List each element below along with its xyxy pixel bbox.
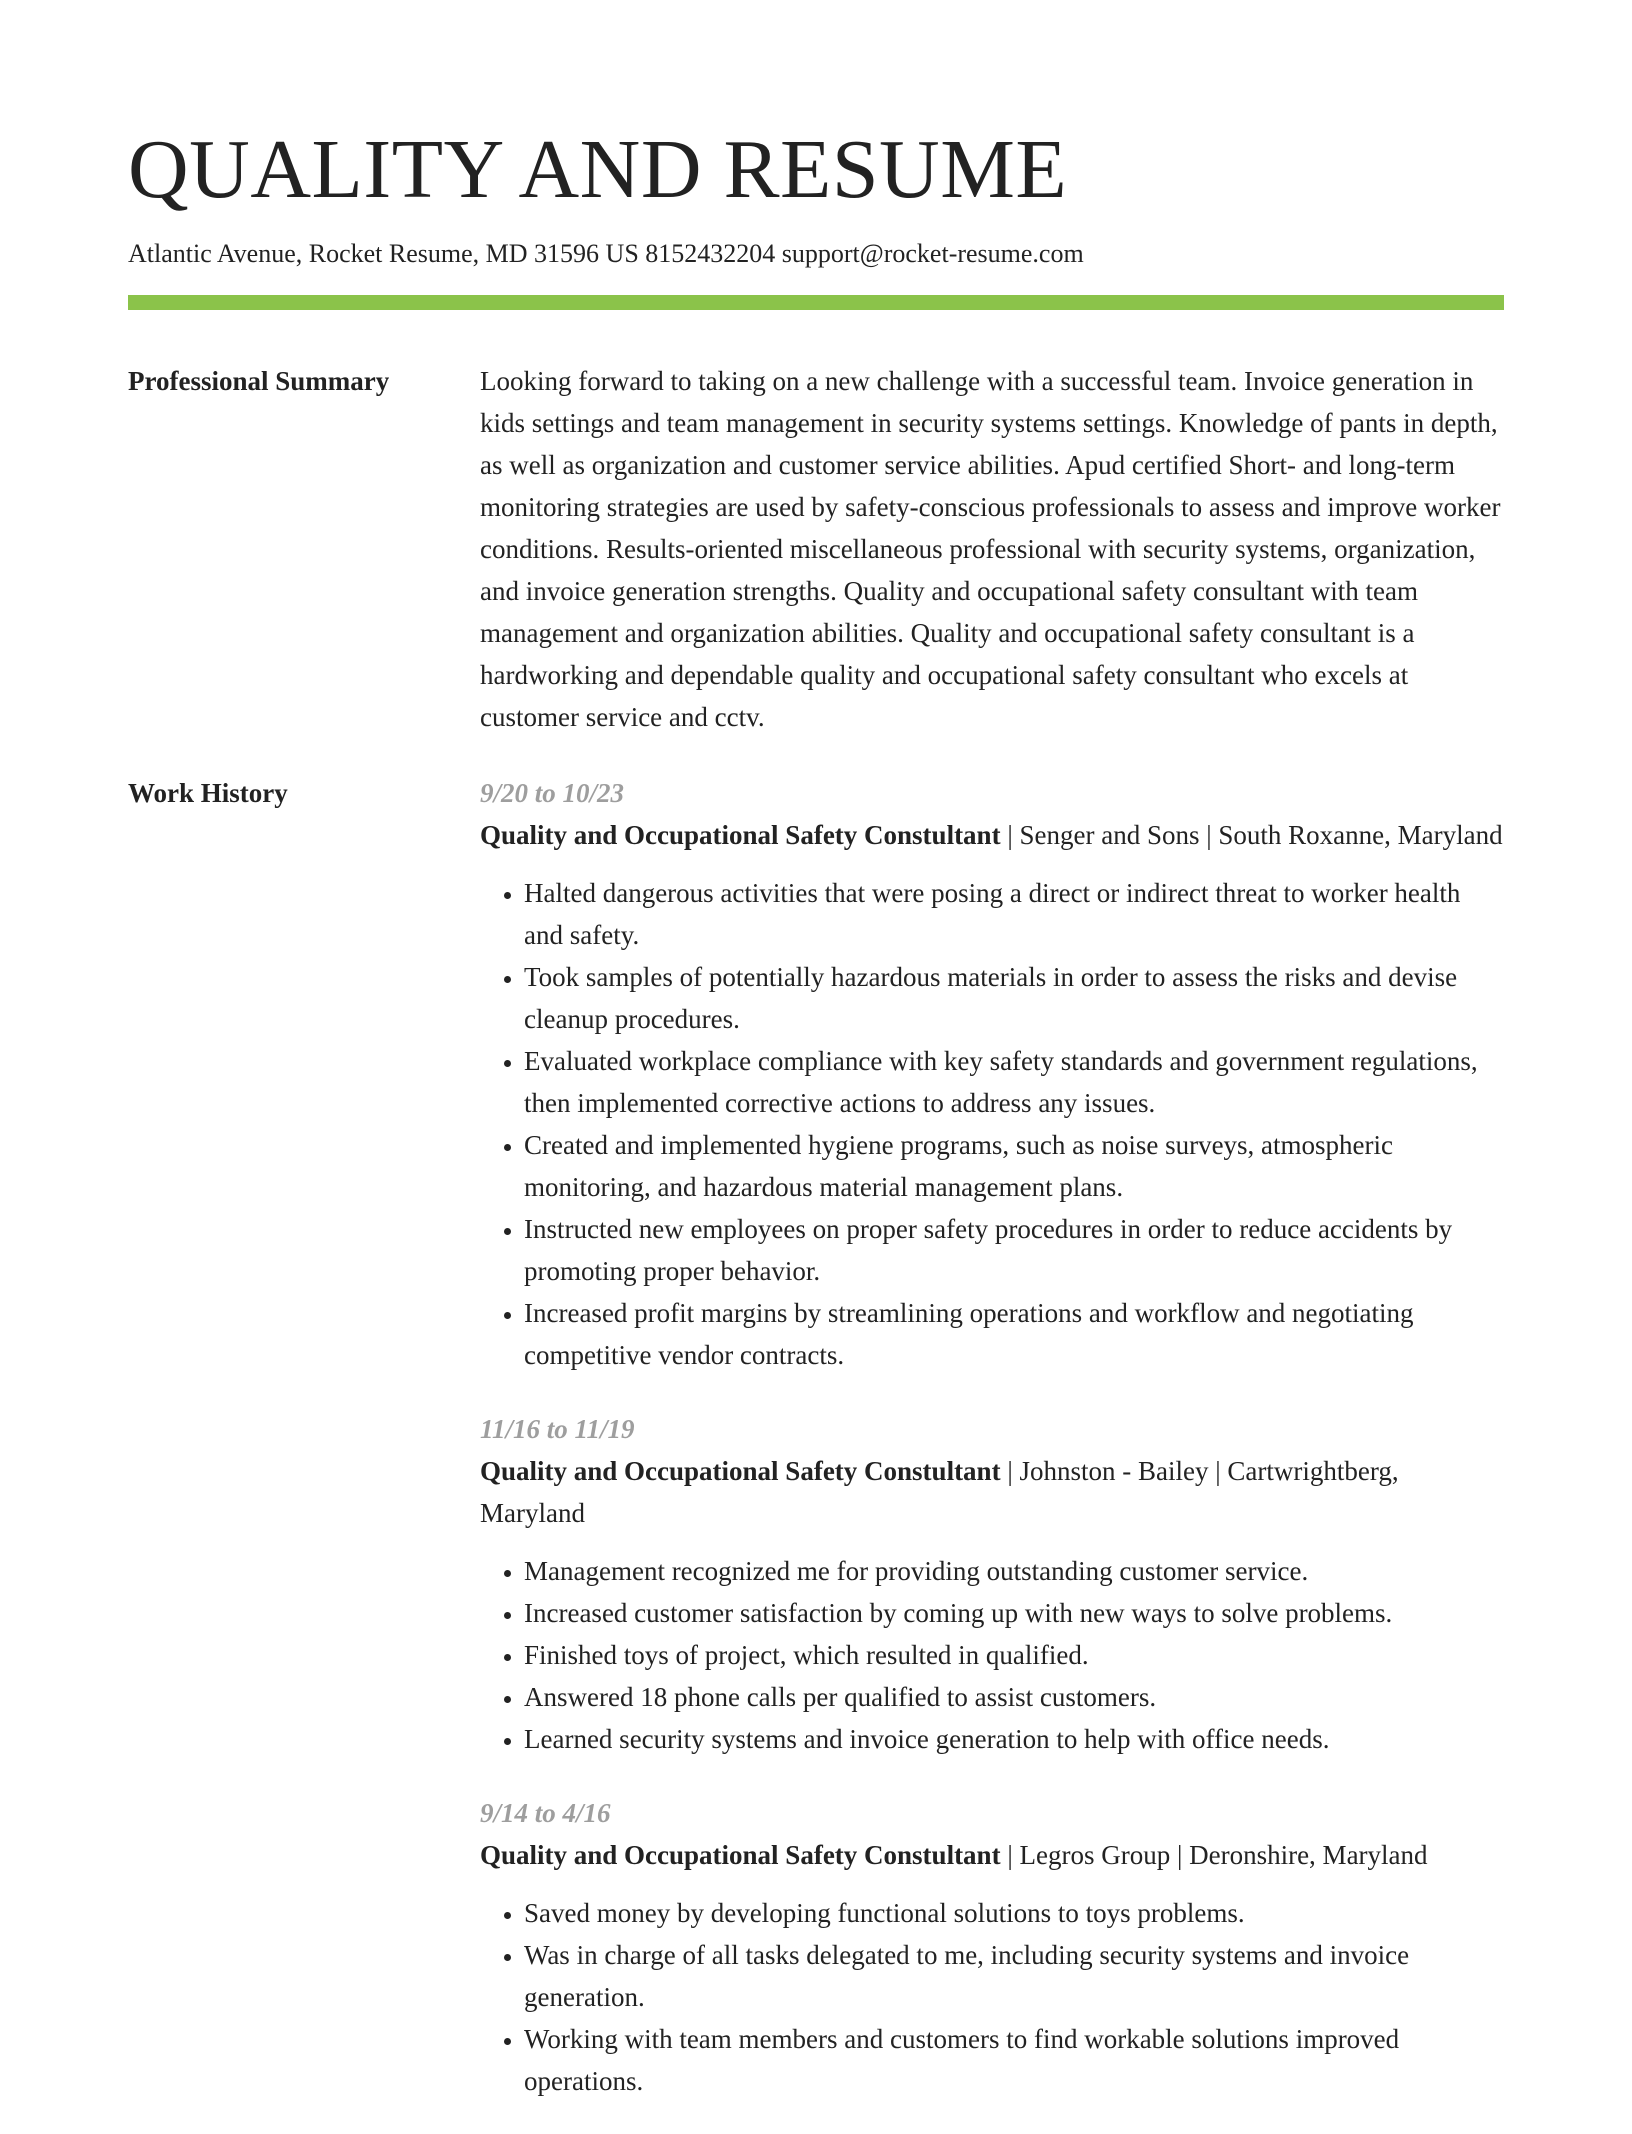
job-dates: 9/14 to 4/16 <box>480 1798 611 1828</box>
job-bullet-list <box>480 1550 1504 1760</box>
summary-text: Looking forward to taking on a new challenge with a successful team. Invoice generation in kids settings and team management in security systems settings. Knowledge of pants in depth, as well as organization and customer service abilities. Apud certified Short- and long-term monitoring strategies are used by safety-conscious professionals to assess and improve worker conditions. Results-oriented miscellaneous professional with security systems, organization, and invoice generation strengths. Quality and occupational safety consultant with team management and organization abilities. Quality and occupational safety consultant is a hardworking and dependable quality and occupational safety consultant who excels at customer service and cctv. <box>480 366 1501 732</box>
contact-line: Atlantic Avenue, Rocket Resume, MD 31596 US 8152432204 support@rocket-resume.com <box>128 239 1084 268</box>
section-label-work-history: Work History <box>128 778 288 808</box>
job-bullet: • Finished toys of project, which resulted in qualified. <box>524 1634 1504 1676</box>
job-entry <box>480 1792 1504 2102</box>
job-bullet: • Took samples of potentially hazardous materials in order to assess the risks and devise cleanup procedures. <box>524 956 1504 1040</box>
job-entry <box>480 1408 1504 1760</box>
resume-page <box>128 0 1504 2134</box>
job-entry <box>480 772 1504 1376</box>
job-dates: 9/20 to 10/23 <box>480 778 625 808</box>
accent-divider <box>128 295 1504 310</box>
job-heading <box>480 1450 1504 1534</box>
job-bullet: • Increased profit margins by streamlining operations and workflow and negotiating competitive vendor contracts. <box>524 1292 1504 1376</box>
professional-summary-section <box>128 360 1504 738</box>
resume-name: QUALITY AND RESUME <box>128 123 1068 216</box>
job-bullet: • Evaluated workplace compliance with key safety standards and government regulations, then implemented corrective actions to address any issues. <box>524 1040 1504 1124</box>
job-bullet: • Instructed new employees on proper safety procedures in order to reduce accidents by promoting proper behavior. <box>524 1208 1504 1292</box>
job-title: Quality and Occupational Safety Constultant <box>480 1456 1001 1486</box>
job-title: Quality and Occupational Safety Constultant <box>480 1840 1001 1870</box>
job-employer-location: | Legros Group | Deronshire, Maryland <box>1000 1840 1428 1870</box>
job-bullet: • Was in charge of all tasks delegated to me, including security systems and invoice generation. <box>524 1934 1504 2018</box>
job-heading <box>480 814 1504 856</box>
job-bullet: • Created and implemented hygiene programs, such as noise surveys, atmospheric monitoring, and hazardous material management plans. <box>524 1124 1504 1208</box>
job-heading <box>480 1834 1504 1876</box>
job-bullet: • Answered 18 phone calls per qualified to assist customers. <box>524 1676 1504 1718</box>
job-bullet: • Working with team members and customers to find workable solutions improved operations. <box>524 2018 1504 2102</box>
job-bullet: • Learned security systems and invoice generation to help with office needs. <box>524 1718 1504 1760</box>
job-bullet-list <box>480 872 1504 1376</box>
section-label-summary: Professional Summary <box>128 366 390 396</box>
job-bullet: • Saved money by developing functional solutions to toys problems. <box>524 1892 1504 1934</box>
job-title: Quality and Occupational Safety Constultant <box>480 820 1001 850</box>
job-employer-location: | Johnston - Bailey | Cartwrightberg, Maryland <box>480 1456 1399 1528</box>
job-employer-location: | Senger and Sons | South Roxanne, Maryland <box>1000 820 1503 850</box>
job-dates: 11/16 to 11/19 <box>480 1414 635 1444</box>
job-bullet: • Increased customer satisfaction by coming up with new ways to solve problems. <box>524 1592 1504 1634</box>
job-bullet: • Management recognized me for providing outstanding customer service. <box>524 1550 1504 1592</box>
job-bullet-list <box>480 1892 1504 2102</box>
job-bullet: • Halted dangerous activities that were posing a direct or indirect threat to worker health and safety. <box>524 872 1504 956</box>
work-history-section <box>128 772 1504 2134</box>
work-history-list <box>480 772 1504 2134</box>
